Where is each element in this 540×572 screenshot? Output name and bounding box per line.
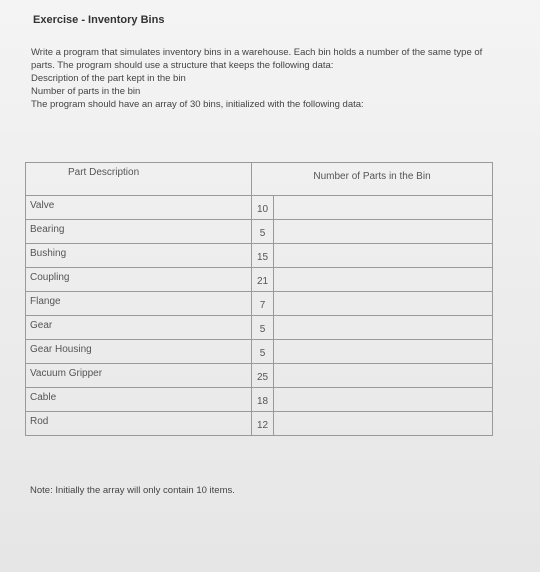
empty-cell: [274, 412, 493, 436]
table-row: [26, 268, 493, 292]
empty-cell: [274, 340, 493, 364]
part-cell: Valve: [26, 196, 252, 220]
intro-line-count: Number of parts in the bin: [31, 86, 141, 97]
header-number-of-parts: Number of Parts in the Bin: [252, 163, 493, 196]
table-row: [26, 220, 493, 244]
count-cell: 5: [252, 340, 274, 364]
count-cell: 5: [252, 316, 274, 340]
table-row: [26, 244, 493, 268]
empty-cell: [274, 388, 493, 412]
exercise-title: Exercise - Inventory Bins: [33, 14, 165, 26]
empty-cell: [274, 292, 493, 316]
header-part-description: Part Description: [26, 163, 252, 196]
table-row: [26, 292, 493, 316]
table-row: [26, 316, 493, 340]
count-cell: 12: [252, 412, 274, 436]
part-cell: Flange: [26, 292, 252, 316]
table-row: [26, 196, 493, 220]
count-cell: 21: [252, 268, 274, 292]
intro-line-description: Description of the part kept in the bin: [31, 73, 186, 84]
table-row: [26, 388, 493, 412]
intro-line-array: The program should have an array of 30 bins, initialized with the following data:: [31, 99, 364, 110]
table-row: [26, 340, 493, 364]
count-cell: 7: [252, 292, 274, 316]
part-cell: Cable: [26, 388, 252, 412]
count-cell: 15: [252, 244, 274, 268]
empty-cell: [274, 364, 493, 388]
empty-cell: [274, 244, 493, 268]
part-cell: Rod: [26, 412, 252, 436]
count-cell: 10: [252, 196, 274, 220]
empty-cell: [274, 316, 493, 340]
count-cell: 5: [252, 220, 274, 244]
count-cell: 18: [252, 388, 274, 412]
part-cell: Gear: [26, 316, 252, 340]
part-cell: Vacuum Gripper: [26, 364, 252, 388]
part-cell: Bushing: [26, 244, 252, 268]
part-cell: Bearing: [26, 220, 252, 244]
array-note: Note: Initially the array will only contain 10 items.: [30, 485, 235, 496]
exercise-description: [31, 46, 501, 111]
empty-cell: [274, 220, 493, 244]
part-cell: Coupling: [26, 268, 252, 292]
table-header-row: [26, 163, 493, 196]
table-row: [26, 412, 493, 436]
intro-paragraph: Write a program that simulates inventory bins in a warehouse. Each bin holds a number of the same type of parts. The program should use a structure that keeps the following data:: [31, 47, 483, 71]
part-cell: Gear Housing: [26, 340, 252, 364]
empty-cell: [274, 196, 493, 220]
table-row: [26, 364, 493, 388]
count-cell: 25: [252, 364, 274, 388]
inventory-table: [25, 162, 493, 436]
empty-cell: [274, 268, 493, 292]
